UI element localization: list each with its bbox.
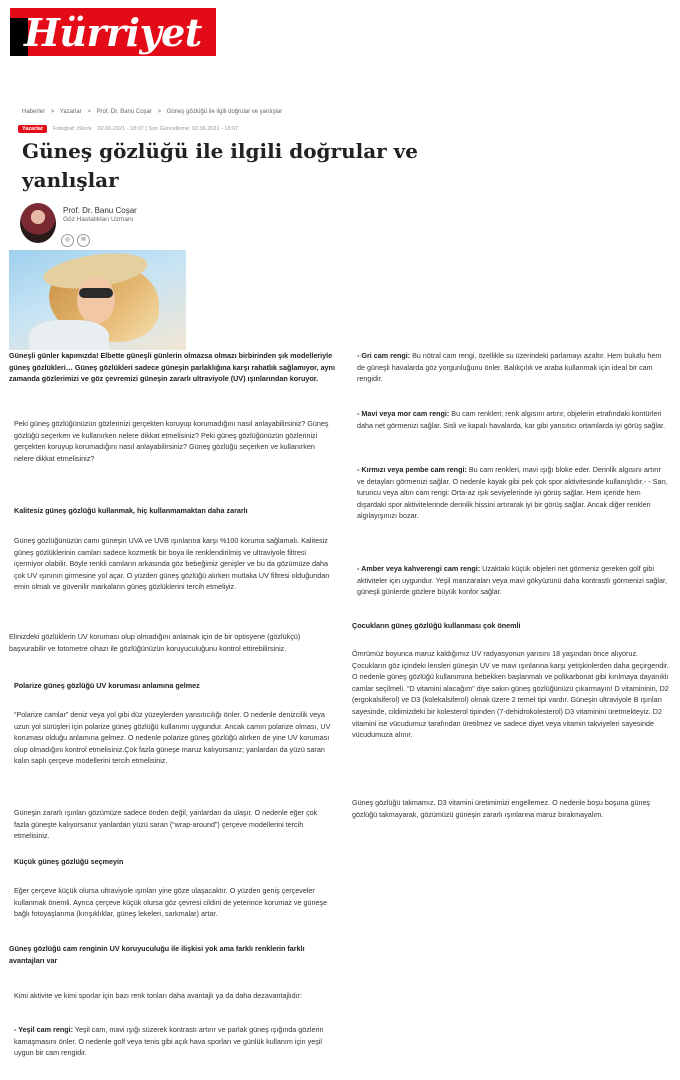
paragraph <box>357 350 670 385</box>
section-heading: Kalitesiz güneş gözlüğü kullanmak, hiç kullanmamaktan daha zararlı <box>14 506 248 515</box>
breadcrumb-current: Güneş gözlüğü ile ilgili doğrular ve yanlışlar <box>166 109 283 115</box>
photo-credit: Fotoğraf: iStock <box>53 126 92 132</box>
article-meta <box>18 125 238 133</box>
breadcrumb <box>22 109 286 115</box>
section-heading: Güneş gözlüğü cam renginin UV koruyuculuğu ile ilişkisi yok ama farklı renklerin farklı avantajları var <box>9 944 305 965</box>
paragraph: Güneşin zararlı ışınları gözümüze sadece önden değil, yanlardan da ulaşır. O nedenle eğer çok fazla güneşte kalıyorsanız yanlardan yüzü saran (“wrap-around”) çerçeve modellerini tercih etmelisiniz. <box>14 808 318 841</box>
intro-paragraph: Güneşli günler kapımızda! Elbette güneşli günlerin olmazsa olmazı birbirinden şık modelleriyle güneş gözlükleri… Güneş gözlükleri sadece güneşin parlaklığına karşı rahatlık sağlamıyor, aynı zamanda gözlerimizi ve göz çevremizi güneşin zararlı ultraviyole (UV) ışınlarından koruyor. <box>9 351 335 384</box>
breadcrumb-item[interactable]: Yazarlar <box>59 109 82 115</box>
author-title: Göz Hastalıkları Uzmanı <box>63 216 134 223</box>
paragraph: “Polarize camlar” deniz veya yol gibi düz yüzeylerden yansıtıcılığı önler. O nedenle denizcilik veya uzun yol sürüşleri için polarize güneş gözlüğü kullanımı uygundur. Ancak camın polarize olması, UV koruması olduğu anlamına gelmez. O nedenle polarize güneş gözlüğü alırken de yine UV koruması olup olmadığını kontrol etmelisiniz.Çok fazla güneşe maruz kalıyorsanız; yanlardan da yüzü saran kalın saplı çerçeve modellerini tercih etmelisiniz. <box>14 710 331 766</box>
color-label: - Gri cam rengi: <box>357 351 411 360</box>
sunglasses-icon <box>79 288 113 298</box>
category-tag[interactable]: Yazarlar <box>18 125 47 133</box>
left-column <box>14 418 334 464</box>
paragraph <box>357 408 670 431</box>
color-label: - Kırmızı veya pembe cam rengi: <box>357 465 467 474</box>
color-label: - Yeşil cam rengi: <box>14 1025 73 1034</box>
breadcrumb-separator: > <box>87 109 91 115</box>
breadcrumb-item[interactable]: Prof. Dr. Banu Coşar <box>96 109 152 115</box>
logo-text: Hürriyet <box>24 10 202 55</box>
article-title: Güneş gözlüğü ile ilgili doğrular ve yanlışlar <box>22 139 419 192</box>
paragraph: Güneş gözlüğünüzün camı güneşin UVA ve UVB ışınlarına karşı %100 koruma sağlamalı. Kalitesiz güneş gözlüklerinin camları sadece kozmetik bir boya ile renklendirilmiş ve ultraviyole filtresi içermiyor olabilir. Böyle renkli camların arkasında göz bebeğimiz genişler ve bu da gözümüze daha çok UV ışınının girmesine yol açar. O yüzden güneş gözlüğü alırken mutlaka UV filtresi olduğundan emin olmalı ve güvenilir markaların güneş gözlüklerini tercih etmeliyiz. <box>14 536 330 592</box>
color-text: Yeşil cam, mavi ışığı süzerek kontrastı artırır ve parlak güneş ışığında gözlerin kamaşmasını önler. O nedenle golf veya tenis gibi açık hava sporları ve günlük kullanım için yeşil uygun bir cam rengidir. <box>14 1025 324 1058</box>
paragraph <box>357 563 670 598</box>
paragraph: Güneş gözlüğü takmamız, D3 vitamini üretimimizi engellemez. O nedenle boşu boşuna güneş gözlüğü takmayarak, gözümüzü güneşin zararlı ışınlarına maruz bırakmayalım. <box>352 798 651 819</box>
site-logo[interactable] <box>10 8 216 56</box>
paragraph <box>357 464 670 522</box>
color-text: Bu cam renkleri; renk algısını artırır, objelerin etrafındaki kontürleri daha net görmenizi sağlar. Sisli ve kapalı havalarda, kar gibi yansıtıcı ortamlarda iyi görüş sağlar. <box>357 409 666 430</box>
section-heading: Polarize güneş gözlüğü UV koruması anlamına gelmez <box>14 681 200 690</box>
paragraph: Eğer çerçeve küçük olursa ultraviyole ışınları yine göze ulaşacaktır. O yüzden geniş çerçeveler kullanmak önemli. Ayrıca çerçeve küçük olursa göz çevresi cildini de yeterince korumaz ve güneşe bağlı fotoyaşlanma (kırışıklıklar, güneş lekeleri, sarkmalar) artar. <box>14 886 328 919</box>
hero-image <box>9 250 186 350</box>
paragraph: Ömrümüz boyunca maruz kaldığımız UV radyasyonun yarısını 18 yaşından önce alıyoruz. Çocukların göz içindeki lensleri güneşin UV ve mavi ışınlarına karşı yetişkinlerden daha geçirgendir. O nedenle güneş gözlüğü kullanımına bebekken başlanmalı ve polikarbonat gibi kırılmaya dayanıklı camlar seçilmeli. “D vitamini alacağım” diye sakın güneş gözlüğünüzü çıkarmayın! D vitamininin, D2 (ergokalsiferol) ve D3 (kolekalsiferol) olmak üzere 2 temel tipi vardır. Güneşin ultraviyole B ışınları sayesinde, cildimizdeki bir kolesterol tipinden (7-dehidrokolesterol) D3 vitaminini üretmekteyiz. D2 vitamini ise vücudumuz tarafından üretilmez ve sadece diyet veya vitamin takviyeleri sayesinde vücudumuza alınır. <box>352 649 669 740</box>
breadcrumb-separator: > <box>50 109 55 115</box>
color-label: - Mavi veya mor cam rengi: <box>357 409 450 418</box>
breadcrumb-separator: > <box>157 109 162 115</box>
color-label: - Amber veya kahverengi cam rengi: <box>357 564 481 573</box>
author-avatar[interactable] <box>20 203 56 243</box>
author-name[interactable]: Prof. Dr. Banu Coşar <box>63 206 137 215</box>
section-heading: Çocukların güneş gözlüğü kullanması çok önemli <box>352 621 521 630</box>
color-text: Bu cam renkleri, mavi ışığı bloke eder. Derinlik algısını artırır ve detayları görmenizi sağlar. O nedenle kayak gibi pek çok spor aktivitesinde kullanışlıdır.- - Sarı, turuncu veya altın cam rengi: Orta-az ışık seviyelerinde iyi görüş sağlar. Hem içeride hem dışardaki spor aktivitelerinde derinlik hissini artırarak iyi bir görüş sağlar. Ancak diğer renkleri algılayışınızı bozar. <box>357 465 668 521</box>
paragraph: Peki güneş gözlüğünüzün gözlerinizi gerçekten koruyup korumadığını nasıl anlayabilirsiniz? Güneş gözlüğü seçerken ve kullanırken nelere dikkat etmelisiniz? Peki güneş gözlüğünüzün gözlerinizi gerçekten koruyup korumadığını nasıl anlayabilirsiniz? Güneş gözlüğü seçerken ve kullanırken nelere dikkat etmelisiniz? <box>14 419 329 463</box>
section-heading: Küçük güneş gözlüğü seçmeyin <box>14 857 124 866</box>
hero-face-shape <box>77 276 115 324</box>
article-intro <box>9 350 342 385</box>
breadcrumb-item[interactable]: Haberler <box>22 109 46 115</box>
publish-dates: 02.06.2021 - 18:07 | Son Güncelleme: 02.06.2021 - 18:07 <box>97 126 239 132</box>
hero-shirt-shape <box>29 320 109 350</box>
color-text: Uzaktaki küçük objeleri net görmeniz gereken golf gibi aktiviteler için uygundur. Yeşil manzaraları veya mavi gökyüzünü daha kontrastlı görmenizi sağlar, güneşli günlerde gözlere büyük konfor sağlar. <box>357 564 668 597</box>
mail-icon[interactable]: ✉ <box>77 234 90 247</box>
color-text: Bu nötral cam rengi, özellikle su üzerindeki parlamayı azaltır. Hem bulutlu hem de güneşli havalarda göz yorgunluğunu önler. Balıkçılık ve araba kullanmak için ideal bir cam rengidir. <box>357 351 662 384</box>
paragraph: Kimi aktivite ve kimi sporlar için bazı renk tonları daha avantajlı ya da daha dezavantajlıdır: <box>14 991 303 1000</box>
paragraph <box>14 1024 334 1059</box>
instagram-icon[interactable]: ◎ <box>61 234 74 247</box>
paragraph: Elinizdeki gözlüklerin UV koruması olup olmadığını anlamak için de bir optisyene (gözlükçü) başvurabilir ve fotometre cihazı ile gözlüğünüzün koruyuculuğunu kontrol ettirebilirsiniz. <box>9 632 301 653</box>
